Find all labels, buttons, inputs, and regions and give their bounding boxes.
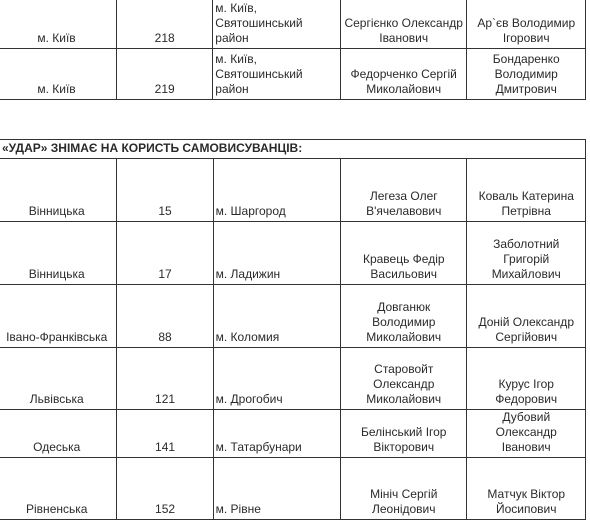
candidate-a-cell: Федорченко Сергій Миколайович xyxy=(340,49,467,100)
region-cell: Львівська xyxy=(0,348,117,410)
district-number-cell: 15 xyxy=(117,159,213,222)
candidate-a-cell: Довганюк Володимир Миколайович xyxy=(341,285,467,348)
candidate-a-cell: Кравець Федір Васильович xyxy=(341,222,467,285)
table-row xyxy=(0,348,586,410)
candidate-b-cell: Доній Олександр Сергійович xyxy=(467,285,586,348)
table-row xyxy=(0,222,586,285)
district-number-cell: 121 xyxy=(117,348,213,410)
table-row xyxy=(0,410,586,458)
district-number-cell: 88 xyxy=(117,285,213,348)
district-table-bottom xyxy=(0,139,586,520)
district-number-cell: 218 xyxy=(117,0,213,49)
place-cell: м. Коломия xyxy=(213,285,340,348)
place-cell: м. Татарбунари xyxy=(213,410,340,458)
candidate-b-cell: Дубовий Олександр Іванович xyxy=(467,410,586,458)
candidate-a-cell: Мініч Сергій Леонідович xyxy=(341,458,467,520)
region-cell: Одеська xyxy=(0,410,117,458)
candidate-a-cell: Белінський Ігор Вікторович xyxy=(341,410,467,458)
place-cell: м. Рівне xyxy=(213,458,340,520)
district-number-cell: 141 xyxy=(117,410,213,458)
place-cell: м. Ладижин xyxy=(213,222,340,285)
place-cell: м. Шаргород xyxy=(213,159,340,222)
table-row xyxy=(0,285,586,348)
region-cell: Вінницька xyxy=(0,222,117,285)
candidate-b-cell: Заболотний Григорій Михайлович xyxy=(467,222,586,285)
district-number-cell: 152 xyxy=(117,458,213,520)
candidate-a-cell: Легеза Олег В'ячелавович xyxy=(341,159,467,222)
place-cell: м. Київ, Святошинський район xyxy=(213,49,341,100)
candidate-b-cell: Коваль Катерина Петрівна xyxy=(467,159,586,222)
region-cell: Івано-Франківська xyxy=(0,285,117,348)
district-table-top xyxy=(0,0,586,100)
region-cell: м. Київ xyxy=(0,0,117,49)
candidate-b-cell: Ар`єв Володимир Ігорович xyxy=(467,0,586,49)
table-row xyxy=(0,458,586,520)
candidate-b-cell: Бондаренко Володимир Дмитрович xyxy=(467,49,586,100)
region-cell: м. Київ xyxy=(0,49,117,100)
table-title-row xyxy=(0,140,586,159)
table-title: «УДАР» ЗНІМАЄ НА КОРИСТЬ САМОВИСУВАНЦІВ: xyxy=(0,140,586,159)
place-cell: м. Дрогобич xyxy=(213,348,340,410)
region-cell: Вінницька xyxy=(0,159,117,222)
table-row xyxy=(0,0,586,49)
candidate-b-cell: Курус Ігор Федорович xyxy=(467,348,586,410)
table-row xyxy=(0,159,586,222)
table-row xyxy=(0,49,586,100)
district-number-cell: 219 xyxy=(117,49,213,100)
place-cell: м. Київ, Святошинський район xyxy=(213,0,341,49)
candidate-a-cell: Сергієнко Олександр Іванович xyxy=(340,0,467,49)
candidate-b-cell: Матчук Віктор Йосипович xyxy=(467,458,586,520)
district-number-cell: 17 xyxy=(117,222,213,285)
candidate-a-cell: Старовойт Олександр Миколайович xyxy=(341,348,467,410)
region-cell: Рівненська xyxy=(0,458,117,520)
